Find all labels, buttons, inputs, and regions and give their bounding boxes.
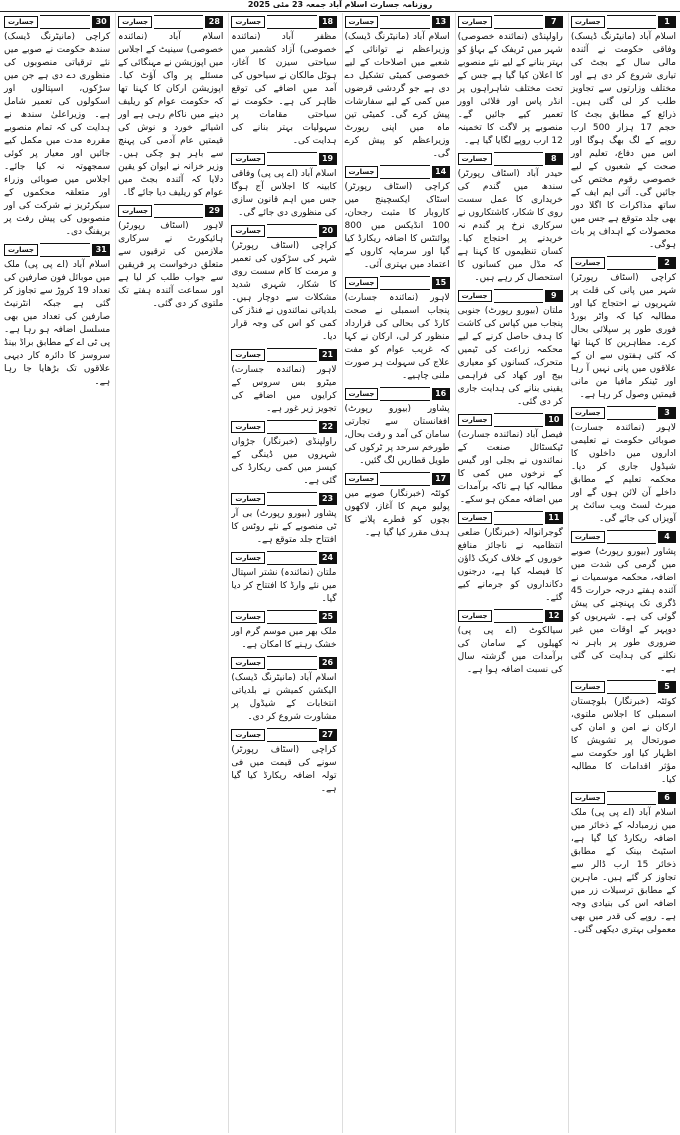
news-item-text: کراچی (اسٹاف رپورٹر) اسٹاک ایکسچینج میں کاروبار کا مثبت رجحان، 100 انڈیکس میں 800 پوائنٹس کا اضافہ ریکارڈ کیا گیا اور سرمایہ کاروں کے اعتماد میں بہتری آئی۔ <box>344 182 450 270</box>
news-item-number: 7 <box>545 16 563 28</box>
news-item-text: اسلام آباد (مانیٹرنگ ڈیسک) وفاقی حکومت نے آئندہ مالی سال کے بجٹ کی تیاری شروع کر دی ہے اور مختلف وزارتوں سے تجاویز طلب کر لی گئی ہیں۔ ذرائع کے مطابق بجٹ کا حجم 17 ہزار 500 ارب روپے کے لگ بھگ ہوگا اور اس میں دفاع، تعلیم اور صحت کے شعبوں کے لیے خصوصی رقوم مختص کی جائیں گی۔ آئی ایم ایف کے ساتھ مذاکرات کا اگلا دور بھی جلد متوقع ہے جس میں محصولات کے اہداف پر بات ہوگی۔ <box>570 32 676 250</box>
news-item-number: 6 <box>658 792 676 804</box>
news-item-label: جسارت <box>571 792 605 804</box>
news-item-label: جسارت <box>231 552 265 564</box>
news-item-text: ملتان (بیورو رپورٹ) جنوبی پنجاب میں کپاس کی کاشت کا ہدف حاصل کرنے کے لیے محکمہ زراعت کی ٹیمیں متحرک، کسانوں کو معیاری بیج اور کھاد کی فراہمی یقینی بنانے کی ہدایت جاری کر دی گئی۔ <box>457 306 563 407</box>
news-item-kicker <box>231 610 336 624</box>
news-item-kicker <box>231 420 336 434</box>
kicker-divider <box>607 791 656 805</box>
news-item-text: لاہور (نمائندہ جسارت) میٹرو بس سروس کے کرایوں میں اضافے کی تجویز زیر غور ہے۔ <box>231 365 337 414</box>
news-item-kicker <box>571 406 676 420</box>
kicker-divider <box>380 15 429 29</box>
kicker-divider <box>607 15 656 29</box>
news-item <box>458 413 563 507</box>
news-column <box>2 13 112 1133</box>
news-item-text: اسلام آباد (مانیٹرنگ ڈیسک) الیکشن کمیشن نے بلدیاتی انتخابات کے شیڈول پر مشاورت شروع کر دی۔ <box>231 673 337 722</box>
news-item-label: جسارت <box>4 16 38 28</box>
news-item-label: جسارت <box>118 16 152 28</box>
news-item-label: جسارت <box>458 16 492 28</box>
news-item-number: 24 <box>319 552 337 564</box>
news-item-number: 26 <box>319 657 337 669</box>
news-item-label: جسارت <box>345 388 379 400</box>
kicker-divider <box>154 204 203 218</box>
news-item-text: کراچی (اسٹاف رپورٹر) سونے کی قیمت میں فی تولہ اضافہ ریکارڈ کیا گیا ہے۔ <box>231 745 337 794</box>
news-item-kicker <box>4 15 110 29</box>
news-item-number: 5 <box>658 681 676 693</box>
news-item-label: جسارت <box>231 421 265 433</box>
kicker-divider <box>267 610 316 624</box>
news-item-text: گوجرانوالہ (خبرنگار) ضلعی انتظامیہ نے ناجائز منافع خوروں کے خلاف کریک ڈاؤن کا فیصلہ کیا ہے، درجنوں دکانداروں کو جرمانے کیے گئے۔ <box>457 528 563 603</box>
kicker-divider <box>380 472 429 486</box>
news-item-kicker <box>4 243 110 257</box>
news-item <box>4 15 110 239</box>
news-item-text: ملتان (نمائندہ) نشتر اسپتال میں نئے وارڈ کا افتتاح کر دیا گیا۔ <box>231 568 337 604</box>
news-item-number: 30 <box>92 16 110 28</box>
news-item-number: 8 <box>545 153 563 165</box>
news-item <box>118 15 223 200</box>
news-item-label: جسارت <box>231 153 265 165</box>
news-item-text: اسلام آباد (اے پی پی) ملک میں موبائل فون صارفین کی تعداد 19 کروڑ سے تجاوز کر گئی ہے جبکہ انٹرنیٹ صارفین کی تعداد میں بھی مسلسل اضافہ ہو رہا ہے۔ پی ٹی اے کے مطابق براڈ بینڈ سروسز کا دائرہ کار دیہی علاقوں تک بڑھایا جا رہا ہے۔ <box>4 260 111 387</box>
news-columns <box>2 13 678 1133</box>
news-item <box>345 387 450 468</box>
masthead <box>0 0 680 10</box>
news-item-text: اسلام آباد (مانیٹرنگ ڈیسک) وزیراعظم نے توانائی کے شعبے میں اصلاحات کے لیے خصوصی کمیٹی تشکیل دے دی ہے جو گردشی قرضوں میں کمی کے لیے سفارشات پیش کرے گی۔ کمیٹی تین ماہ میں اپنی رپورٹ وزیراعظم کو پیش کرے گی۔ <box>344 32 450 159</box>
news-item-number: 11 <box>545 512 563 524</box>
news-item-kicker <box>458 289 563 303</box>
news-item-text: کراچی (اسٹاف رپورٹر) شہر میں پانی کی قلت پر شہریوں نے احتجاج کیا اور مطالبہ کیا کہ واٹر بورڈ فوری طور پر سپلائی بحال کرے۔ مظاہرین کا کہنا تھا کہ کئی ہفتوں سے ان کے علاقوں میں پانی نہیں آ رہا اور ٹینکر مافیا من مانی قیمتیں وصول کر رہا ہے۔ <box>570 273 676 400</box>
news-item-kicker <box>571 256 676 270</box>
header-rule <box>0 11 680 12</box>
news-item-kicker <box>231 224 336 238</box>
news-item <box>231 610 336 652</box>
news-item-text: حیدر آباد (اسٹاف رپورٹر) سندھ میں گندم کی خریداری کا عمل سست روی کا شکار، کاشتکاروں نے سرکاری نرخ پر گندم نہ خریدنے پر احتجاج کیا۔ کسان تنظیموں کا کہنا ہے کہ مڈل مین کسانوں کا استحصال کر رہے ہیں۔ <box>457 169 563 283</box>
news-item <box>571 791 676 937</box>
news-item-number: 27 <box>319 729 337 741</box>
news-item-number: 9 <box>545 290 563 302</box>
news-item-text: اسلام آباد (اے پی پی) ملک میں زرمبادلہ کے ذخائر میں اضافہ ریکارڈ کیا گیا ہے، اسٹیٹ بینک کے مطابق ذخائر 15 ارب ڈالر سے تجاوز کر گئے ہیں۔ ماہرین کے مطابق ترسیلات زر میں اضافہ اس کی بنیادی وجہ ہے۔ روپے کی قدر میں بھی معمولی بہتری دیکھی گئی۔ <box>570 808 676 935</box>
news-item-kicker <box>118 204 223 218</box>
news-item-number: 12 <box>545 610 563 622</box>
news-item-text: لاہور (نمائندہ جسارت) صوبائی حکومت نے تعلیمی اداروں میں داخلوں کا شیڈول جاری کر دیا۔ محکمہ تعلیم کے مطابق داخلے آن لائن ہوں گے اور میرٹ لسٹ ویب سائٹ پر آویزاں کی جائے گی۔ <box>570 423 676 524</box>
kicker-divider <box>607 680 656 694</box>
news-item-text: پشاور (بیورو رپورٹ) افغانستان سے تجارتی سامان کی آمد و رفت بحال، طورخم سرحد پر ٹرکوں کی طویل قطاریں لگ گئیں۔ <box>344 404 450 466</box>
kicker-divider <box>494 289 543 303</box>
kicker-divider <box>494 511 543 525</box>
kicker-divider <box>494 609 543 623</box>
news-item-number: 17 <box>432 473 450 485</box>
news-item-text: راولپنڈی (نمائندہ خصوصی) شہر میں ٹریفک کے بہاؤ کو بہتر بنانے کے لیے نئے منصوبے کا اعلان کیا گیا ہے جس کے تحت مختلف شاہراہوں پر انڈر پاس اور فلائی اوور تعمیر کیے جائیں گے۔ منصوبے پر لاگت کا تخمینہ 12 ارب روپے لگایا گیا ہے۔ <box>457 32 563 146</box>
news-item-number: 29 <box>205 205 223 217</box>
news-item-kicker <box>231 152 336 166</box>
kicker-divider <box>494 152 543 166</box>
news-item-text: فیصل آباد (نمائندہ جسارت) ٹیکسٹائل صنعت کے نمائندوں نے بجلی اور گیس کے نرخوں میں کمی کا مطالبہ کیا ہے تاکہ برآمدات میں اضافہ ممکن ہو سکے۔ <box>457 430 563 505</box>
news-item-label: جسارت <box>231 729 265 741</box>
news-column <box>115 13 225 1133</box>
news-item-kicker <box>345 472 450 486</box>
kicker-divider <box>607 406 656 420</box>
news-item-kicker <box>458 152 563 166</box>
news-item-number: 25 <box>319 611 337 623</box>
news-item-kicker <box>345 276 450 290</box>
kicker-divider <box>267 224 316 238</box>
news-item <box>458 511 563 605</box>
news-item-label: جسارت <box>571 531 605 543</box>
news-item <box>345 15 450 161</box>
news-item-kicker <box>345 15 450 29</box>
news-item-number: 3 <box>658 407 676 419</box>
news-item-label: جسارت <box>231 657 265 669</box>
news-item <box>345 472 450 540</box>
news-item-text: پشاور (بیورو رپورٹ) صوبے میں گرمی کی شدت میں اضافہ، محکمہ موسمیات نے آئندہ ہفتے درجہ حرارت 45 ڈگری تک پہنچنے کی پیش گوئی کی ہے۔ شہریوں کو دوپہر کے اوقات میں غیر ضروری طور پر باہر نہ نکلنے کی ہدایت کی گئی ہے۔ <box>570 547 676 674</box>
news-item-label: جسارت <box>458 290 492 302</box>
kicker-divider <box>267 348 316 362</box>
news-item-label: جسارت <box>458 610 492 622</box>
kicker-divider <box>607 530 656 544</box>
news-column <box>342 13 452 1133</box>
news-item-number: 21 <box>319 349 337 361</box>
news-item-number: 31 <box>92 244 110 256</box>
kicker-divider <box>267 656 316 670</box>
kicker-divider <box>154 15 203 29</box>
news-item-kicker <box>345 165 450 179</box>
news-column <box>455 13 565 1133</box>
news-item-label: جسارت <box>345 277 379 289</box>
news-item-label: جسارت <box>345 473 379 485</box>
news-item-text: سیالکوٹ (اے پی پی) کھیلوں کے سامان کی برآمدات میں گزشتہ سال کی نسبت اضافہ ہوا ہے۔ <box>457 626 563 675</box>
news-item-number: 23 <box>319 493 337 505</box>
kicker-divider <box>494 15 543 29</box>
news-item <box>571 15 676 252</box>
news-item-label: جسارت <box>345 166 379 178</box>
news-item-number: 13 <box>432 16 450 28</box>
news-item-text: مظفر آباد (نمائندہ خصوصی) آزاد کشمیر میں سیاحتی سیزن کا آغاز، ہوٹل مالکان نے سیاحوں کی آمد میں اضافے کی توقع ظاہر کی ہے۔ حکومت نے سیاحتی مقامات پر سہولیات بہتر بنانے کی ہدایت کی۔ <box>231 32 337 146</box>
kicker-divider <box>267 15 316 29</box>
news-item <box>231 728 336 796</box>
news-item-number: 16 <box>432 388 450 400</box>
news-item <box>231 492 336 547</box>
news-column <box>228 13 338 1133</box>
news-item <box>231 15 336 148</box>
news-item-kicker <box>231 656 336 670</box>
news-item-kicker <box>458 609 563 623</box>
kicker-divider <box>380 387 429 401</box>
news-item-text: اسلام آباد (اے پی پی) وفاقی کابینہ کا اجلاس آج ہوگا جس میں اہم قانون سازی کی منظوری دی جائے گی۔ <box>231 169 337 218</box>
news-item-label: جسارت <box>458 153 492 165</box>
news-item-text: اسلام آباد (نمائندہ خصوصی) سینیٹ کے اجلاس میں اپوزیشن نے مہنگائی کے مسئلے پر واک آؤٹ کیا۔ اپوزیشن ارکان کا کہنا تھا کہ حکومت عوام کو ریلیف دینے میں ناکام رہی ہے اور اشیائے خورد و نوش کی قیمتیں عام آدمی کی پہنچ سے باہر ہو چکی ہیں۔ وزیر خزانہ نے ایوان کو یقین دلایا کہ آئندہ بجٹ میں عوام کو ریلیف دیا جائے گا۔ <box>118 32 224 198</box>
kicker-divider <box>267 551 316 565</box>
news-item-label: جسارت <box>231 493 265 505</box>
news-item-number: 18 <box>319 16 337 28</box>
news-item-label: جسارت <box>231 225 265 237</box>
kicker-divider <box>267 728 316 742</box>
news-item-label: جسارت <box>458 512 492 524</box>
news-column <box>568 13 678 1133</box>
news-item <box>231 551 336 606</box>
news-item-label: جسارت <box>458 414 492 426</box>
news-item-label: جسارت <box>571 407 605 419</box>
news-item-text: کوئٹہ (خبرنگار) بلوچستان اسمبلی کا اجلاس ملتوی، ارکان نے امن و امان کی صورتحال پر تشویش کا اظہار کیا اور حکومت سے مؤثر اقدامات کا مطالبہ کیا۔ <box>570 697 676 785</box>
news-item-number: 14 <box>432 166 450 178</box>
news-item-number: 22 <box>319 421 337 433</box>
news-item-kicker <box>571 791 676 805</box>
news-item-number: 28 <box>205 16 223 28</box>
news-item-number: 1 <box>658 16 676 28</box>
masthead-title: روزنامہ جسارت اسلام آباد جمعہ 23 مئی 2025 <box>247 0 433 9</box>
news-item-label: جسارت <box>571 257 605 269</box>
news-item-text: پشاور (بیورو رپورٹ) بی آر ٹی منصوبے کے نئے روٹس کا افتتاح جلد متوقع ہے۔ <box>231 509 337 545</box>
news-item-kicker <box>118 15 223 29</box>
news-item-number: 2 <box>658 257 676 269</box>
kicker-divider <box>380 276 429 290</box>
news-item <box>231 152 336 220</box>
news-item <box>571 256 676 402</box>
news-item-label: جسارت <box>231 611 265 623</box>
news-item-number: 4 <box>658 531 676 543</box>
news-item <box>231 348 336 416</box>
news-item-label: جسارت <box>4 244 38 256</box>
news-item <box>571 680 676 787</box>
news-item <box>231 656 336 724</box>
news-item-kicker <box>571 15 676 29</box>
news-item <box>458 15 563 148</box>
kicker-divider <box>267 420 316 434</box>
news-item-kicker <box>231 728 336 742</box>
news-item-label: جسارت <box>345 16 379 28</box>
news-item-text: کراچی (اسٹاف رپورٹر) شہر کی سڑکوں کی تعمیر و مرمت کا کام سست روی کا شکار، شہری شدید مشکلات سے دوچار ہیں۔ بلدیاتی نمائندوں نے فنڈز کی کمی کو اس کی وجہ قرار دیا۔ <box>231 241 337 342</box>
news-item <box>4 243 110 389</box>
news-item <box>345 165 450 272</box>
news-item <box>118 204 223 311</box>
news-item-kicker <box>571 530 676 544</box>
kicker-divider <box>40 243 90 257</box>
news-item <box>571 530 676 676</box>
news-item-number: 19 <box>319 153 337 165</box>
news-item <box>345 276 450 383</box>
news-item-label: جسارت <box>118 205 152 217</box>
news-item-number: 10 <box>545 414 563 426</box>
news-item-text: راولپنڈی (خبرنگار) جڑواں شہروں میں ڈینگی کے کیسز میں کمی ریکارڈ کی گئی ہے۔ <box>231 437 337 486</box>
news-item-number: 20 <box>319 225 337 237</box>
news-item-kicker <box>231 15 336 29</box>
news-item-text: کراچی (مانیٹرنگ ڈیسک) سندھ حکومت نے صوبے میں نئے ترقیاتی منصوبوں کی منظوری دے دی ہے جن میں سڑکوں، اسپتالوں اور اسکولوں کی تعمیر شامل ہے۔ وزیراعلیٰ سندھ نے ہدایت کی کہ تمام منصوبے مقررہ مدت میں مکمل کیے جائیں اور معیار پر کوئی سمجھوتہ نہ کیا جائے۔ اجلاس میں صوبائی وزراء اور متعلقہ محکموں کے سیکرٹریز نے شرکت کی اور منصوبوں کی پیش رفت پر بریفنگ دی۔ <box>4 32 111 237</box>
news-item-kicker <box>458 413 563 427</box>
news-item-text: کوئٹہ (خبرنگار) صوبے میں پولیو مہم کا آغاز، لاکھوں بچوں کو قطرے پلانے کا ہدف مقرر کیا گیا ہے۔ <box>344 489 450 538</box>
news-item-kicker <box>571 680 676 694</box>
news-item-label: جسارت <box>231 16 265 28</box>
news-item-kicker <box>231 551 336 565</box>
news-item-kicker <box>458 511 563 525</box>
kicker-divider <box>267 492 316 506</box>
news-item-text: لاہور (نمائندہ جسارت) پنجاب اسمبلی نے صحت کارڈ کی بحالی کی قرارداد منظور کر لی، ارکان نے کہا کہ غریب عوام کو مفت علاج کی سہولت ہر صورت ملنی چاہیے۔ <box>344 293 450 381</box>
kicker-divider <box>380 165 429 179</box>
news-item <box>458 289 563 409</box>
news-item <box>231 224 336 344</box>
news-item-kicker <box>458 15 563 29</box>
news-item-kicker <box>231 348 336 362</box>
kicker-divider <box>267 152 316 166</box>
news-item <box>458 609 563 677</box>
news-item-label: جسارت <box>571 16 605 28</box>
news-item-kicker <box>345 387 450 401</box>
news-item-kicker <box>231 492 336 506</box>
news-item <box>231 420 336 488</box>
kicker-divider <box>494 413 543 427</box>
news-item-number: 15 <box>432 277 450 289</box>
news-item <box>571 406 676 526</box>
kicker-divider <box>40 15 90 29</box>
news-item-text: ملک بھر میں موسم گرم اور خشک رہنے کا امکان ہے۔ <box>231 627 337 650</box>
news-item-label: جسارت <box>571 681 605 693</box>
news-item <box>458 152 563 285</box>
kicker-divider <box>607 256 656 270</box>
news-item-text: لاہور (اسٹاف رپورٹر) ہائیکورٹ نے سرکاری ملازمین کی ترقیوں سے متعلق درخواست پر فریقین سے جواب طلب کر لیا ہے اور سماعت آئندہ ہفتے تک ملتوی کر دی گئی۔ <box>118 221 224 309</box>
news-item-label: جسارت <box>231 349 265 361</box>
